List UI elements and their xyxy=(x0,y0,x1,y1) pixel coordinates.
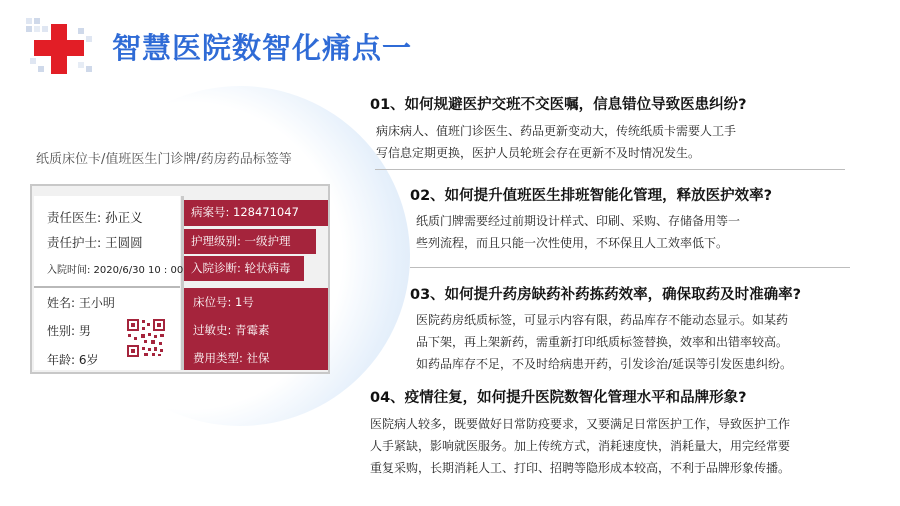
nurse-label: 责任护士: 王圆圆 xyxy=(47,235,143,250)
bed-number-label: 床位号: 1号 xyxy=(193,295,254,309)
question-03-body: 医院药房纸质标签，可显示内容有限，药品库存不能动态显示。如某药 品下架，再上架新药，需重新打印纸质标签替换，效率和出错率较高。 如药品库存不足，不及时给病患开药，引发诊治/延误等引发医患纠纷。 xyxy=(416,313,793,371)
qr-code-icon xyxy=(126,318,166,358)
patient-gender-label: 性别: 男 xyxy=(47,324,91,338)
doctor-label: 责任医生: 孙正义 xyxy=(47,210,143,225)
section-divider xyxy=(375,169,845,170)
question-01-body: 病床病人、值班门诊医生、药品更新变动大，传统纸质卡需要人工手 写信息定期更换，医护人员轮班会存在更新不及时情况发生。 xyxy=(376,124,737,160)
question-03-title: 03、如何提升药房缺药补药拣药效率，确保取药及时准确率? xyxy=(410,287,802,303)
page-title: 智慧医院数智化痛点一 xyxy=(112,31,413,65)
patient-name-label: 姓名: 王小明 xyxy=(47,296,115,310)
allergy-label: 过敏史: 青霉素 xyxy=(193,323,270,337)
medical-cross-logo xyxy=(20,14,106,80)
section-divider xyxy=(410,267,850,268)
card-divider xyxy=(34,286,180,288)
question-04-body: 医院病人较多，既要做好日常防疫要求，又要满足日常医护工作，导致医护工作 人手紧缺，影响就医服务。加上传统方式，消耗速度快，消耗量大，用完经常要 重复采购，长期消耗人工、打印、招聘等隐形成本较高，不利于品牌形象传播。 xyxy=(370,417,791,475)
card-caption: 纸质床位卡/值班医生门诊牌/药房药品标签等 xyxy=(36,152,292,167)
diagnosis-block: 入院诊断: 轮状病毒 xyxy=(184,256,304,281)
question-02-body: 纸质门牌需要经过前期设计样式、印刷、采购、存储备用等一 些列流程，而且只能一次性使用，不环保且人工效率低下。 xyxy=(416,214,741,250)
admit-time-label: 入院时间: 2020/6/30 10 : 00 xyxy=(47,265,184,276)
question-04-title: 04、疫情往复，如何提升医院数智化管理水平和品牌形象? xyxy=(370,390,747,406)
question-01-title: 01、如何规避医护交班不交医嘱，信息错位导致医患纠纷? xyxy=(370,97,747,113)
question-02-title: 02、如何提升值班医生排班智能化管理，释放医护效率? xyxy=(410,188,773,204)
fee-type-label: 费用类型: 社保 xyxy=(193,351,270,365)
care-level-block: 护理级别: 一级护理 xyxy=(184,229,316,254)
patient-age-label: 年龄: 6岁 xyxy=(47,353,99,367)
case-number-block: 病案号: 128471047 xyxy=(184,200,328,226)
